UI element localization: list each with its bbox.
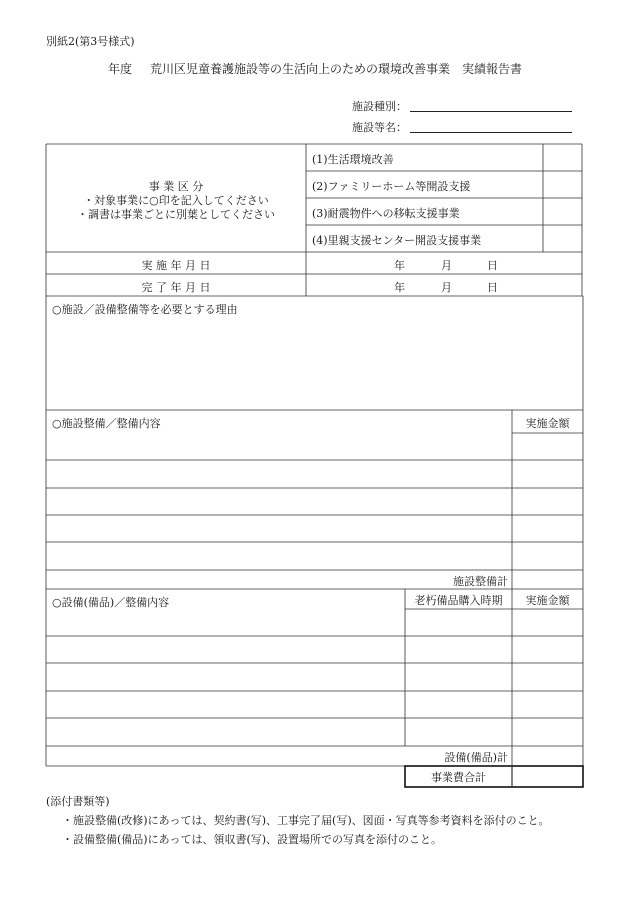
reason-text-area[interactable] <box>47 316 582 409</box>
facility-name-label: 施設等名： <box>352 121 407 134</box>
implementation-month-unit: 月 <box>441 259 452 272</box>
equipment-heading: ○設備(備品)／整備内容 <box>52 596 170 609</box>
category-item-3: (3)耐震物件への移転支援事業 <box>312 207 460 220</box>
business-category-heading: 事 業 区 分 <box>148 180 204 193</box>
grand-total-label: 事業費合計 <box>431 771 486 784</box>
category-mark-cell-4[interactable] <box>543 225 582 252</box>
completion-date-label: 完 了 年 月 日 <box>141 281 211 294</box>
facility-work-heading: ○施設整備／整備内容 <box>52 417 161 430</box>
completion-day-unit: 日 <box>487 281 498 294</box>
category-mark-cell-2[interactable] <box>543 171 582 198</box>
business-category-instruction-2: ・調書は事業ごとに別葉としてください <box>77 208 275 221</box>
category-mark-cell-1[interactable] <box>543 144 582 171</box>
business-category-instruction-1: ・対象事業に○印を記入してください <box>83 194 269 207</box>
category-item-2: (2)ファミリーホーム等開設支援 <box>312 180 471 193</box>
completion-year-unit: 年 <box>394 281 405 294</box>
implementation-day-unit: 日 <box>487 259 498 272</box>
reason-heading: ○施設／設備整備等を必要とする理由 <box>52 303 238 316</box>
grand-total-value-cell[interactable] <box>513 767 582 786</box>
form-number-label: 別紙2(第3号様式) <box>46 35 135 48</box>
title-main: 荒川区児童養護施設等の生活向上のための環境改善事業 実績報告書 <box>150 62 523 76</box>
title-year: 年度 <box>107 62 132 76</box>
equipment-total-label: 設備(備品)計 <box>444 751 508 764</box>
attachment-note-2: ・設備整備(備品)にあっては、領収書(写)、設置場所での写真を添付のこと。 <box>62 833 443 846</box>
facility-type-label: 施設種別： <box>352 100 407 113</box>
facility-amount-header: 実施金額 <box>525 417 570 430</box>
equipment-amount-header: 実施金額 <box>525 594 570 607</box>
attachment-note-1: ・施設整備(改修)にあっては、契約書(写)、工事完了届(写)、図面・写真等参考資料を添付のこと。 <box>62 814 550 827</box>
implementation-date-label: 実 施 年 月 日 <box>141 259 211 272</box>
category-item-1: (1)生活環境改善 <box>312 153 394 166</box>
purchase-time-header: 老朽備品購入時期 <box>414 594 503 607</box>
implementation-year-unit: 年 <box>394 259 405 272</box>
category-mark-cell-3[interactable] <box>543 198 582 225</box>
completion-month-unit: 月 <box>441 281 452 294</box>
category-item-4: (4)里親支援センター開設支援事業 <box>312 234 482 247</box>
facility-work-total-label: 施設整備計 <box>453 575 508 588</box>
attachments-heading: (添付書類等) <box>46 795 110 808</box>
